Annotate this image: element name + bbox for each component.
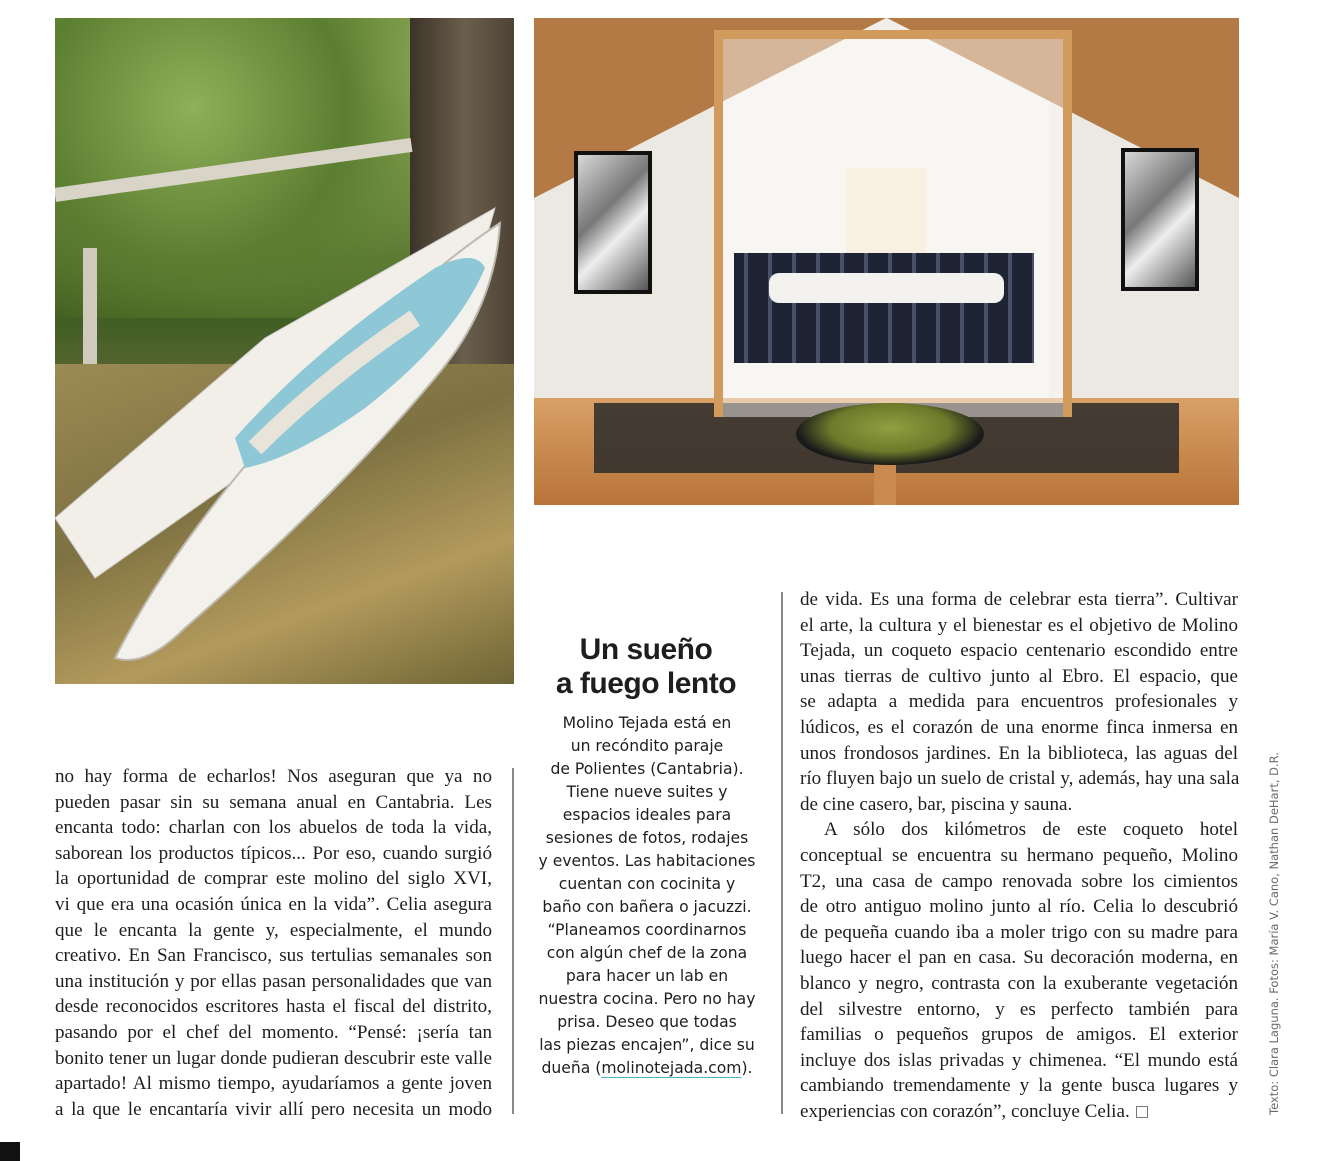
- text-line: experiencias con corazón”, concluye Celia.: [800, 1100, 1130, 1122]
- sidebar-line: nuestra cocina. Pero no hay: [538, 990, 756, 1008]
- text-line: vi que era una ocasión única en la vida”. Celia asegura: [55, 893, 492, 915]
- sidebar-line: un recóndito paraje: [570, 737, 724, 755]
- text-line: cambiando tremendamente y la gente busca lugares y: [800, 1075, 1238, 1097]
- text-line: desde reconocidos escritores hasta el fiscal del distrito,: [55, 996, 492, 1018]
- column-divider: [512, 768, 514, 1114]
- text-line: se adapta a medida para encuentros profesionales y: [800, 691, 1238, 713]
- pillows: [769, 273, 1004, 303]
- text-line: apartado! Al mismo tiempo, ayudaríamos a gente joven: [55, 1073, 492, 1095]
- text-line: saborean los productos típicos... Por eso, cuando surgió: [55, 842, 492, 864]
- sidebar-line: sesiones de fotos, rodajes: [545, 829, 749, 847]
- sidebar-line: las piezas encajen”, dice su: [539, 1036, 755, 1054]
- text-line: A sólo dos kilómetros de este coqueto hotel: [824, 819, 1238, 841]
- sidebar-last-line: [528, 1057, 766, 1080]
- text-line: de otro antiguo molino junto al río. Celia lo descubrió: [800, 896, 1238, 918]
- photo-credits: Texto: Clara Laguna. Fotos: María V. Cano, Nathan DeHart, D.R.: [1267, 752, 1281, 1115]
- end-of-article-square-icon: [1136, 1106, 1148, 1118]
- sidebar-line: con algún chef de la zona: [546, 944, 748, 962]
- text-line: conceptual se encuentra su hermano pequeño, Molino: [800, 844, 1238, 866]
- sidebar-line: “Planeamos coordinarnos: [547, 921, 747, 939]
- sidebar-line: espacios ideales para: [562, 806, 732, 824]
- sidebar-line: Molino Tejada está en: [562, 714, 732, 732]
- bed: [734, 253, 1034, 363]
- sidebar-line: cuentan con cocinita y: [558, 875, 736, 893]
- canoes-illustration: [55, 18, 514, 684]
- text-line: pueden pasar sin su semana anual en Cantabria. Les: [55, 791, 492, 813]
- sidebar-heading-line: Un sueño: [579, 633, 713, 666]
- sidebar-line-prefix: dueña (: [541, 1059, 602, 1077]
- framed-artwork-left: [574, 151, 652, 294]
- sidebar-line: de Polientes (Cantabria).: [550, 760, 744, 778]
- text-line: del silvestre entorno, y es perfecto también para: [800, 998, 1238, 1020]
- text-line: unas tierras de cultivo junto al Ebro. El espacio, que: [800, 665, 1238, 687]
- text-line: unos frondosos jardines. En la biblioteca, las aguas del: [800, 742, 1238, 764]
- sidebar-body: [528, 712, 766, 1080]
- text-line: bonito tener un lugar donde pudieran descubrir este valle: [55, 1047, 492, 1069]
- text-line: que le encanta la gente y, especialmente, el mundo: [55, 919, 492, 941]
- sidebar-line: baño con bañera o jacuzzi.: [542, 898, 752, 916]
- framed-artwork-right: [1121, 148, 1199, 291]
- text-line: incluye dos islas privadas y chimenea. “El mundo está: [800, 1049, 1238, 1071]
- text-line: a la que le encantaría vivir allí pero necesita un modo: [55, 1098, 492, 1120]
- bedroom-photo: [534, 18, 1239, 505]
- page-corner-mark: [0, 1142, 20, 1161]
- sidebar-line-suffix: ).: [741, 1059, 753, 1077]
- sidebar-line: y eventos. Las habitaciones: [538, 852, 756, 870]
- text-line: el arte, la cultura y el bienestar es el objetivo de Molino: [800, 614, 1238, 636]
- text-line: familias o pequeños grupos de amigos. El exterior: [800, 1024, 1238, 1046]
- text-line: no hay forma de echarlos! Nos aseguran que ya no: [55, 766, 492, 787]
- text-line: encanta todo: charlan con los abuelos de toda la vida,: [55, 817, 492, 839]
- text-line: la oportunidad de comprar este molino del siglo XVI,: [55, 868, 492, 890]
- sidebar-line: para hacer un lab en: [565, 967, 729, 985]
- sidebar-line: Tiene nueve suites y: [566, 783, 728, 801]
- text-line: creativo. En San Francisco, sus tertulias semanales son: [55, 945, 492, 967]
- text-line: una institución y por ellas pasan personalidades que van: [55, 970, 492, 992]
- sidebar-line: prisa. Deseo que todas: [557, 1013, 737, 1031]
- text-line: de pequeña cuando iba a moler trigo con su madre para: [800, 921, 1238, 943]
- text-line: Tejada, un coqueto espacio centenario escondido entre: [800, 640, 1238, 662]
- right-text-column: [800, 587, 1238, 1124]
- sidebar-heading: [530, 633, 762, 701]
- herb-bowl: [796, 403, 984, 465]
- website-link[interactable]: molinotejada.com: [601, 1059, 742, 1077]
- text-line: blanco y negro, contrasta con la exuberante vegetación: [800, 972, 1238, 994]
- text-line-final: [800, 1099, 1238, 1125]
- column-divider: [781, 592, 783, 1114]
- left-text-column: [55, 764, 492, 1122]
- text-line: luego hacer el pan en casa. Su decoración moderna, en: [800, 947, 1238, 969]
- text-line: de cine casero, bar, piscina y sauna.: [800, 793, 1073, 815]
- text-line: lúdicos, es el corazón de una enorme finca inmersa en: [800, 716, 1238, 738]
- table-leg: [874, 458, 896, 505]
- text-line: río fluyen bajo un suelo de cristal y, además, hay una sala: [800, 768, 1240, 790]
- sidebar-heading-line: a fuego lento: [555, 667, 737, 700]
- text-line: pasando por el chef del momento. “Pensé: ¡sería tan: [55, 1021, 492, 1043]
- text-line: de vida. Es una forma de celebrar esta tierra”. Cultivar: [800, 589, 1238, 610]
- text-line: T2, una casa de campo renovada sobre los cimientos: [800, 870, 1238, 892]
- canoe-photo: [55, 18, 514, 684]
